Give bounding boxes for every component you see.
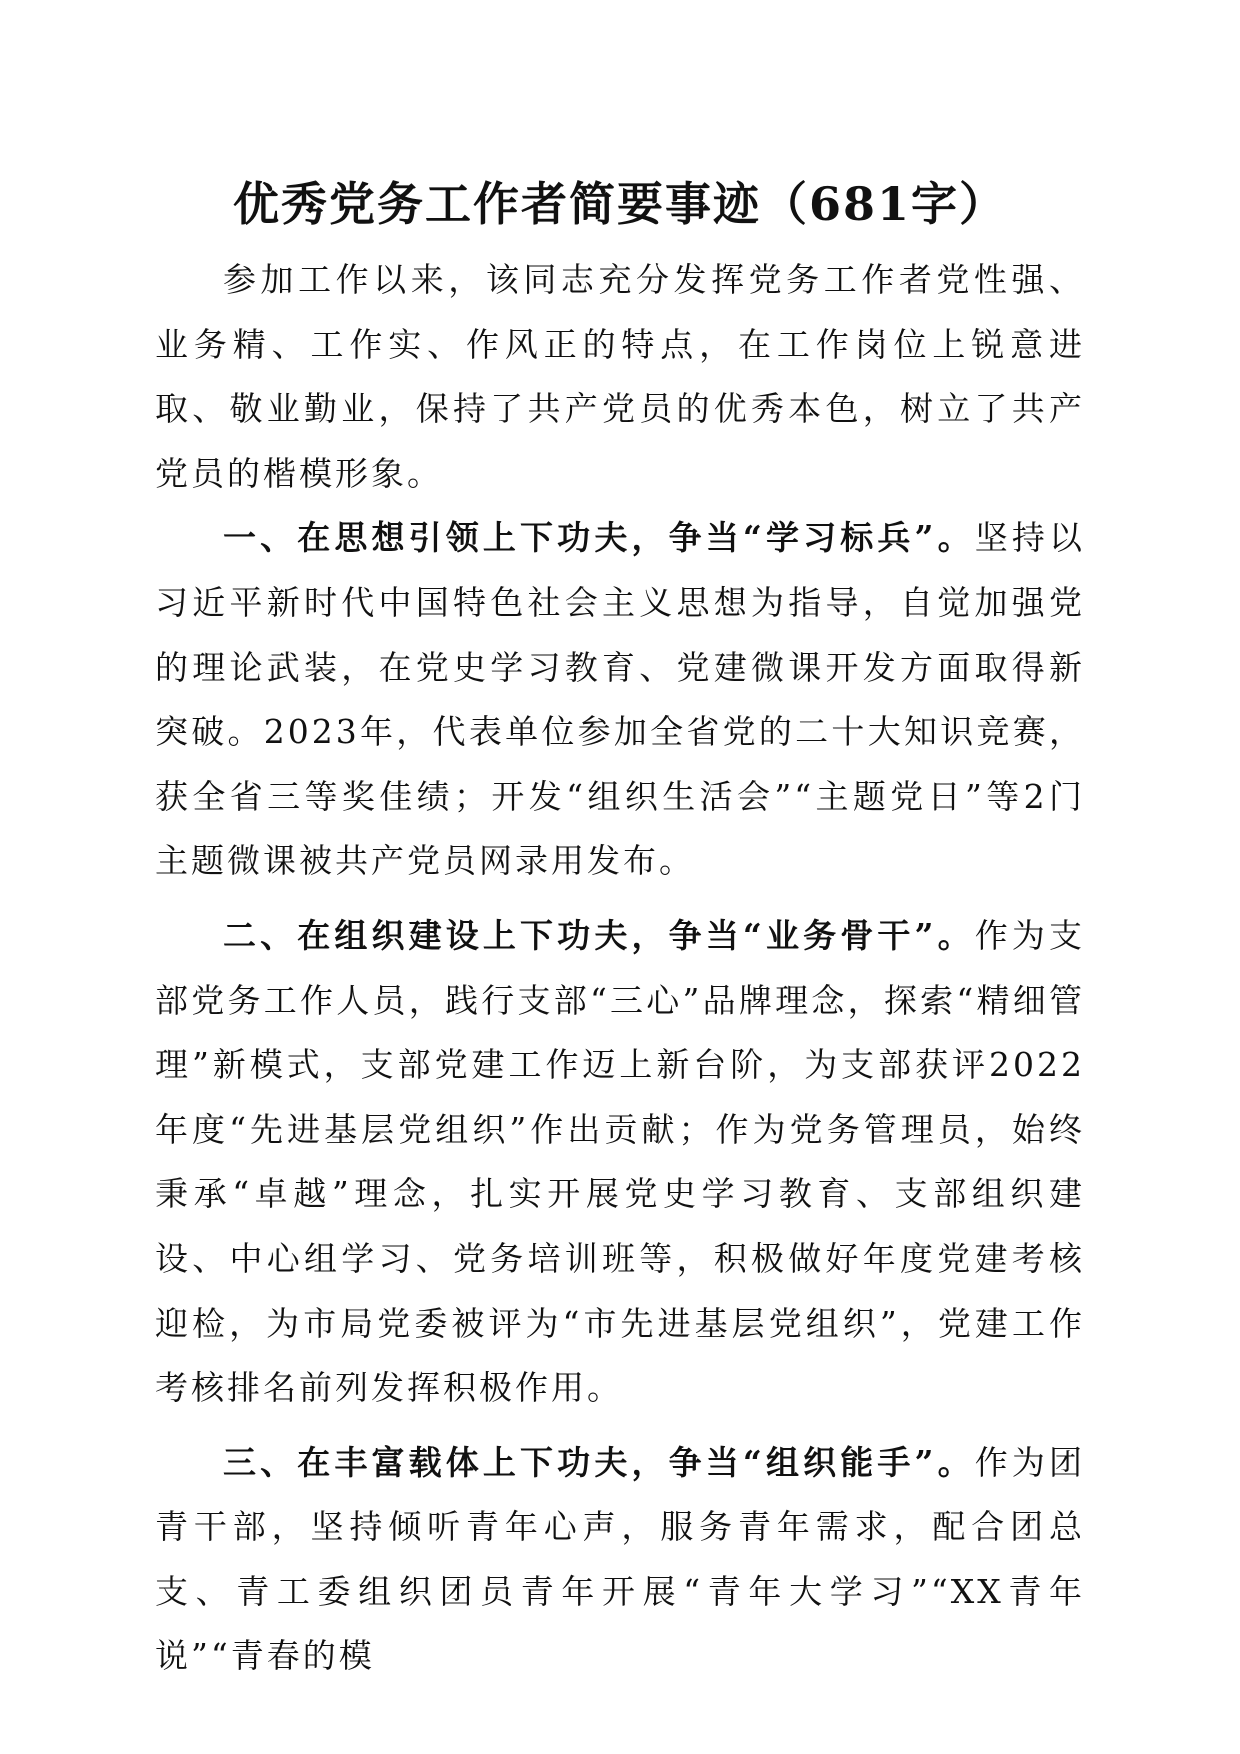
section-paragraph-3 <box>155 1431 1085 1689</box>
intro-paragraph: 参加工作以来，该同志充分发挥党务工作者党性强、业务精、工作实、作风正的特点，在工作岗位上锐意进取、敬业勤业，保持了共产党员的优秀本色，树立了共产党员的楷模形象。 <box>155 260 1085 493</box>
section-text-1: 坚持以习近平新时代中国特色社会主义思想为指导，自觉加强党的理论武装，在党史学习教育、党建微课开发方面取得新突破。2023年，代表单位参加全省党的二十大知识竞赛，获全省三等奖佳绩；开发“组织生活会”“主题党日”等2门主题微课被共产党员网录用发布。 <box>155 518 1085 881</box>
section-heading-3: 三、在丰富载体上下功夫，争当“组织能手”。 <box>223 1442 975 1482</box>
document-body <box>155 248 1085 1689</box>
section-paragraph-2 <box>155 904 1085 1421</box>
document-title: 优秀党务工作者简要事迹（681字） <box>232 177 1008 231</box>
section-text-2: 作为支部党务工作人员，践行支部“三心”品牌理念，探索“精细管理”新模式，支部党建工作迈上新台阶，为支部获评2022年度“先进基层党组织”作出贡献；作为党务管理员，始终秉承“卓越”理念，扎实开展党史学习教育、支部组织建设、中心组学习、党务培训班等，积极做好年度党建考核迎检，为市局党委被评为“市先进基层党组织”，党建工作考核排名前列发挥积极作用。 <box>155 915 1085 1408</box>
section-paragraph-1 <box>155 506 1085 894</box>
section-text-3: 作为团青干部，坚持倾听青年心声，服务青年需求，配合团总支、青工委组织团员青年开展“青年大学习”“XX青年说”“青春的模 <box>155 1442 1085 1676</box>
section-heading-1: 一、在思想引领上下功夫，争当“学习标兵”。 <box>223 518 975 558</box>
section-heading-2: 二、在组织建设上下功夫，争当“业务骨干”。 <box>223 915 975 955</box>
